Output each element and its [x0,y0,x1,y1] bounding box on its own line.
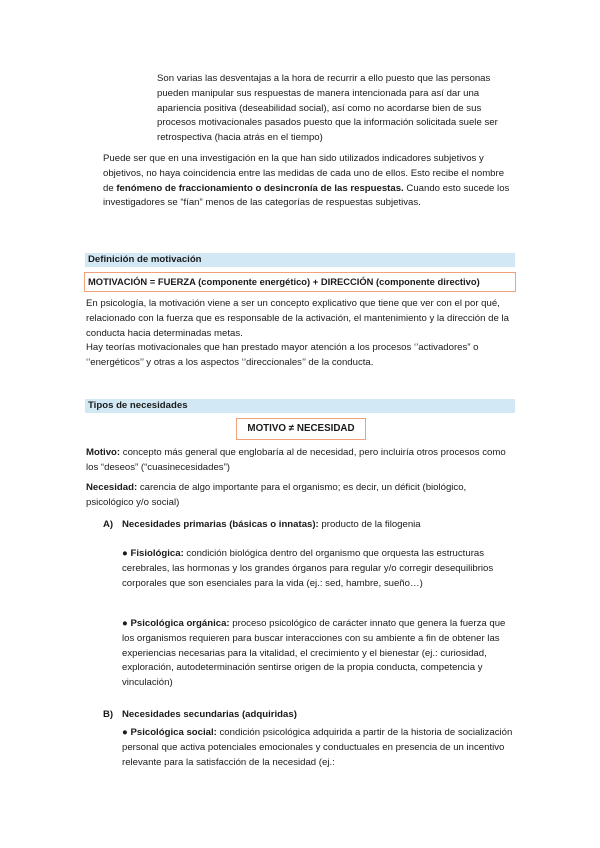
necesidades-section-heading: Tipos de necesidades [85,399,515,413]
social-text: condición psicológica adquirida a partir de la historia de socialización personal que activa potenciales emocionales y conductuales en presencia de un incentivo relevante para la satisfacción de la necesidad (ej.: [122,727,513,768]
organica-item [122,617,517,691]
secA-title: Necesidades primarias (básicas o innatas): [122,519,319,530]
fisiologica-label: ● Fisiológica: [122,548,184,559]
motivo-definition [86,446,516,476]
organica-text: proceso psicológico de carácter innato que genera la fuerza que los organismos requieren para buscar interacciones con su ambiente a fin de obtener las experiencias necesarias para la vitalidad, el crecimiento y el bienestar (ej.: curiosidad, exploración, autodeterminación sentirse origen de la propia conducta, competencia y vinculación) [122,618,506,689]
fisiologica-item [122,547,517,591]
motivacion-section-heading: Definición de motivación [85,253,515,267]
necesidad-label: Necesidad: [86,482,138,493]
necesidad-definition [86,481,516,511]
motivo-label: Motivo: [86,447,121,458]
para1-text-start: Puede ser que en una investigación en la que han sido utilizados indicadores subjetivos y objetivos, no haya coincidencia entre las medidas de cada uno de ellos. Esto recibe el nombre de [103,153,505,194]
motivo-necesidad-box: MOTIVO ≠ NECESIDAD [236,418,366,440]
social-item [122,726,517,770]
motivacion-definition [86,297,516,371]
secA-rest: producto de la filogenia [318,519,421,530]
social-label: ● Psicológica social: [122,727,217,738]
secB-title: Necesidades secundarias (adquiridas) [122,709,297,720]
primarias-heading [103,518,523,533]
secA-letter: A) [103,519,114,530]
motivo-text: concepto más general que englobaría al de necesidad, pero incluiría otros procesos como los “deseos” (“cuasinecesidades”) [86,447,506,473]
fraccionamiento-term: fenómeno de fraccionamiento o desincronía de las respuestas. [116,182,404,194]
organica-label: ● Psicológica orgánica: [122,618,230,629]
necesidad-text: carencia de algo importante para el organismo; es decir, un déficit (biológico, psicológico y/o social) [86,482,467,508]
secB-letter: B) [103,709,114,720]
motivacion-definition-paragraph: En psicología, la motivación viene a ser un concepto explicativo que tiene que ver con el por qué, relacionado con la fuerza que es responsable de la activación, el mantenimiento y la dirección de la conducta hacia determinadas metas. [86,298,509,339]
motivacion-theories-paragraph: Hay teorías motivacionales que han prestado mayor atención a los procesos ‘’activadores” o ‘’energéticos’’ y otras a los aspectos ‘’direccionales’’ de la conducta. [86,342,479,369]
fisiologica-text: condición biológica dentro del organismo que orquesta las estructuras cerebrales, las hormonas y los grandes órganos para regular y/o corregir desequilibrios corporales que son esenciales para la vida (ej.: sed, hambre, sueño…) [122,548,494,589]
motivacion-formula-box: MOTIVACIÓN = FUERZA (componente energético) + DIRECCIÓN (componente directivo) [84,272,516,292]
fraccionamiento-paragraph [103,152,515,211]
para1-text-end: Cuando esto sucede los investigadores se “fían” menos de las categorías de respuestas subjetivas. [103,182,510,209]
retrospective-note-paragraph: Son varias las desventajas a la hora de recurrir a ello puesto que las personas pueden manipular sus respuestas de manera intencionada para así dar una apariencia positiva (deseabilidad social), así como no acordarse bien de sus procesos motivacionales pasados puesto que la información solicitada suele ser retrospectiva (hacia atrás en el tiempo) [157,73,498,144]
secundarias-heading [103,708,523,723]
